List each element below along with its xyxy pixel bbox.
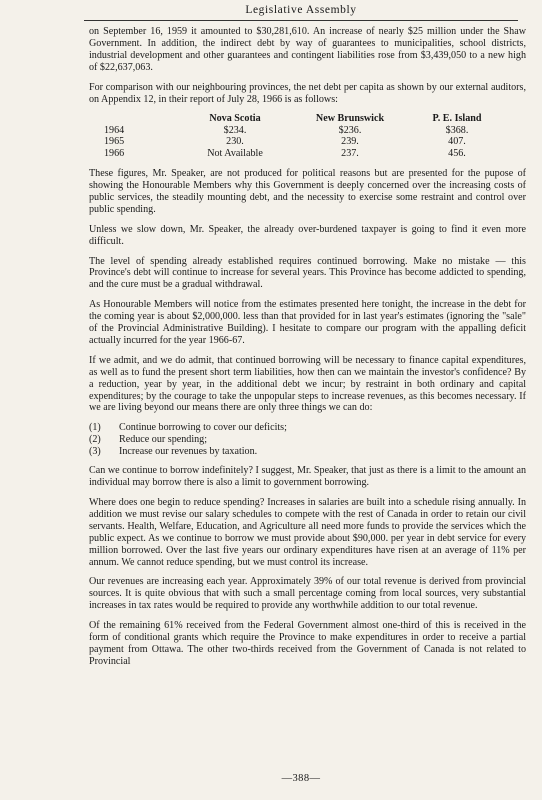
list-item-number: (2) xyxy=(89,433,101,445)
table-cell: 407. xyxy=(448,136,466,148)
table-header-row xyxy=(104,113,508,124)
paragraph: on September 16, 1959 it amounted to $30,281,610. An increase of nearly $25 million under the Shaw Government. In addition, the indirect debt by way of guarantees to municipalities, school districts, industrial development and other guarantees and contingent liabilities rose from $3,439,050 to a new high of $22,637,063. xyxy=(89,26,526,73)
paragraph: Where does one begin to reduce spending? Increases in salaries are built into a schedule rising annually. In addition we must revise our salary schedules to compete with the rest of Canada in order to retain our civil servants. Health, Welfare, Education, and Agriculture all need more funds to provide the services which the public expect. As we continue to borrow we must provide about $90,000. per year in debt service for every million borrowed. Over the last five years our ordinary expenditures have risen at an average of 11% per annum. We cannot reduce spending, but we must control its increase. xyxy=(89,496,526,568)
list-item-number: (3) xyxy=(89,445,101,457)
paragraph: As Honourable Members will notice from the estimates presented here tonight, the increase in the debt for the coming year is about $2,000,000. less than that provided for in last year's estimates (ignoring the "sale" of the Provincial Administrative Building). I hesitate to compare our program with the appalling deficit actually incurred for the year 1966-67. xyxy=(89,299,526,346)
table-header-cell: P. E. Island xyxy=(432,113,482,125)
table-header-cell xyxy=(104,113,182,124)
table-row xyxy=(104,125,508,136)
table-cell: 239. xyxy=(341,136,359,148)
paragraph: Can we continue to borrow indefinitely? I suggest, Mr. Speaker, that just as there is a limit to the amount an individual may borrow there is also a limit to government borrowing. xyxy=(89,465,526,489)
table-cell: 230. xyxy=(226,136,244,148)
table-cell: 237. xyxy=(341,147,359,159)
page-body xyxy=(89,26,526,676)
table-cell: 1964 xyxy=(104,124,125,136)
list-item-text: Increase our revenues by taxation. xyxy=(119,445,258,457)
paragraph: These figures, Mr. Speaker, are not produced for political reasons but are presented for the pupose of showing the Honourable Members why this Government is deeply concerned over the increasing costs of public services, the steadily mounting debt, and the necessity to exercise some restraint and control over public spending. xyxy=(89,168,526,215)
list-item xyxy=(89,434,526,446)
table-cell: 1966 xyxy=(104,147,125,159)
list-item-text: Reduce our spending; xyxy=(119,433,208,445)
paragraph: Our revenues are increasing each year. Approximately 39% of our total revenue is derived from provincial sources. It is quite obvious that with such a small percentage coming from local sources, very substantial increases in tax rates would be required to provide any worthwhile addition to our total revenue. xyxy=(89,576,526,612)
table-row xyxy=(104,148,508,159)
paragraph: Of the remaining 61% received from the Federal Government almost one-third of this is received in the form of conditional grants which require the Province to make expenditures in order to receive a partial payment from Ottawa. The other two-thirds received from the Government of Canada is not related to Provincial xyxy=(89,620,526,667)
debt-per-capita-table xyxy=(104,113,508,159)
table-header-cell: New Brunswick xyxy=(315,113,385,125)
list-item-text: Continue borrowing to cover our deficits; xyxy=(119,422,287,434)
table-cell: 456. xyxy=(448,147,466,159)
list-item-number: (1) xyxy=(89,422,101,434)
table-cell: 1965 xyxy=(104,136,125,148)
table-row xyxy=(104,136,508,147)
table-cell: $234. xyxy=(223,124,247,136)
table-cell: $368. xyxy=(445,124,469,136)
table-header-cell: Nova Scotia xyxy=(209,113,261,125)
paragraph: Unless we slow down, Mr. Speaker, the already over-burdened taxpayer is going to find it even more difficult. xyxy=(89,223,526,247)
list-item xyxy=(89,422,526,434)
list-item xyxy=(89,446,526,458)
table-cell: Not Available xyxy=(207,147,263,159)
running-header: Legislative Assembly xyxy=(84,4,518,21)
paragraph: The level of spending already established requires continued borrowing. Make no mistake — this Province's debt will continue to increase for several years. This Province has become addicted to spending, and the cure must be a gradual withdrawal. xyxy=(89,255,526,291)
options-list xyxy=(89,422,526,457)
paragraph: If we admit, and we do admit, that continued borrowing will be necessary to finance capital expenditures, as well as to fund the present short term liabilities, how then can we maintain the investor's confidence? By a reduction, year by year, in the additional debt we incur; by restraint in both ordinary and capital expenditures; by the courage to take the unpopular steps to increase revenues, as this becomes necessary. If we are living beyond our means there are only three things we can do: xyxy=(89,354,526,414)
table-cell: $236. xyxy=(338,124,362,136)
page-number: —388— xyxy=(281,773,321,784)
paragraph: For comparison with our neighbouring provinces, the net debt per capita as shown by our external auditors, on Appendix 12, in their report of July 28, 1966 is as follows: xyxy=(89,81,526,105)
